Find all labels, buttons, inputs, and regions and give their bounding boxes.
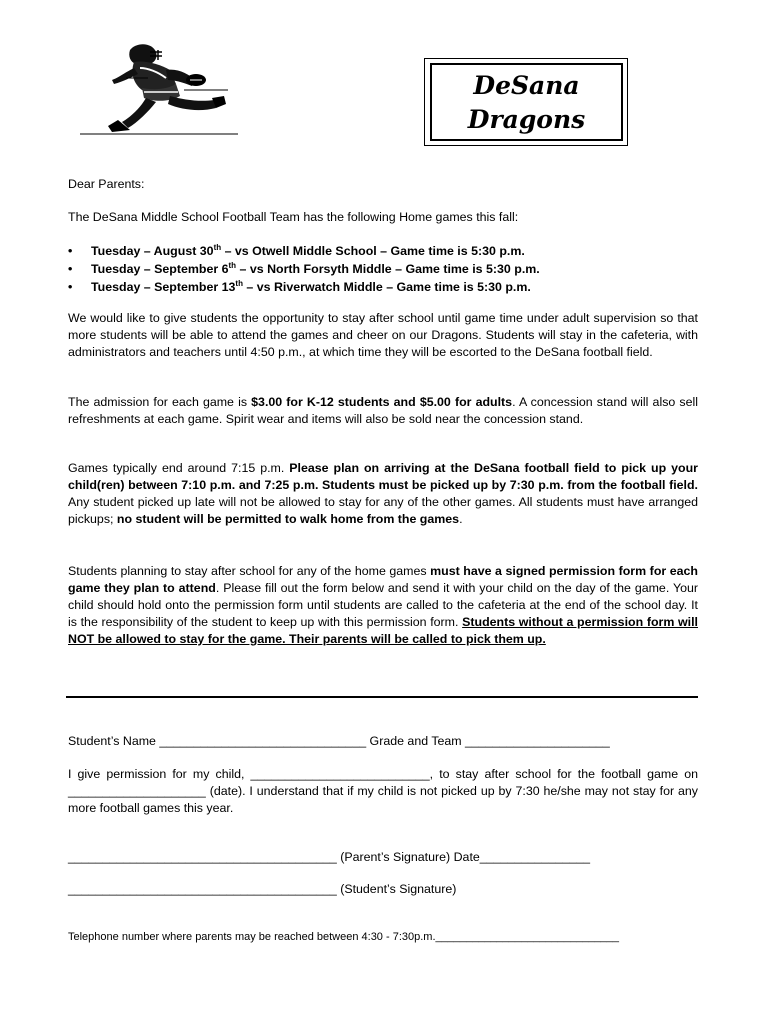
title-box [424, 58, 628, 146]
game-details: – vs North Forsyth Middle – Game time is 5:30 p.m. [236, 262, 540, 276]
football-player-logo [78, 40, 240, 140]
late-pickup-text: Any student picked up late will not be allowed to stay for any of the other games. All students must have arranged pickups; [68, 495, 698, 526]
period: . [459, 512, 463, 526]
pickup-paragraph [68, 460, 698, 528]
permission-instructions: . Please fill out the form below and send it with your child on the day of the game. Your child should hold onto the permission form until students are called to the cafeteria at the end of the school day. It is the responsibility of the student to keep up with this permission form. [68, 581, 698, 629]
list-item [68, 242, 668, 260]
bullet-icon: • [68, 262, 73, 276]
list-item [68, 260, 668, 278]
student-name-field[interactable]: Student’s Name ______________________________ Grade and Team _____________________ [68, 734, 610, 748]
game-details: – vs Otwell Middle School – Game time is 5:30 p.m. [221, 244, 525, 258]
ordinal-suffix: th [235, 278, 243, 288]
bullet-icon: • [68, 244, 73, 258]
permission-requirement: must have a signed permission form for each game they plan to attend [68, 564, 698, 595]
bullet-icon: • [68, 280, 73, 294]
ordinal-suffix: th [228, 260, 237, 270]
intro-text: The DeSana Middle School Football Team has the following Home games this fall: [68, 210, 519, 224]
admission-price: $3.00 for K-12 students and $5.00 for adults [251, 395, 513, 409]
permission-intro: Students planning to stay after school for any of the home games [68, 564, 431, 578]
admission-paragraph [68, 394, 698, 428]
concession-text: . A concession stand will also sell refreshments at each game. Spirit wear and items will also be sold near the concession stand. [68, 395, 699, 426]
game-date: Tuesday – August 30 [91, 244, 214, 258]
title-box-inner-border [430, 63, 623, 141]
no-form-warning: Students without a permission form will NOT be allowed to stay for the game. Their parents will be called to pick them up. [68, 615, 698, 646]
admission-text: The admission for each game is [68, 395, 252, 409]
game-date: Tuesday – September 13 [91, 280, 236, 294]
list-item [68, 278, 668, 296]
supervision-paragraph: We would like to give students the opportunity to stay after school until game time under adult supervision so that more students will be able to attend the games and cheer on our Dragons. Students will stay in the cafeteria, with administrators and teachers until 4:50 p.m., at which time they will be escorted to the DeSana football field. [68, 311, 698, 359]
parent-signature-field[interactable]: _______________________________________ (Parent’s Signature) Date________________ [68, 850, 591, 864]
no-walk-home-text: no student will be permitted to walk home from the games [116, 512, 460, 526]
team-title-line1: DeSana [473, 71, 580, 100]
pickup-instructions: Please plan on arriving at the DeSana football field to pick up your child(ren) between 7:10 p.m. and 7:25 p.m. Students must be picked up by 7:30 p.m. from the football field. [68, 461, 698, 492]
game-date: Tuesday – September 6 [91, 262, 229, 276]
ordinal-suffix: th [213, 242, 222, 252]
game-details: – vs Riverwatch Middle – Game time is 5:30 p.m. [242, 280, 531, 294]
permission-paragraph [68, 563, 698, 648]
form-divider [66, 696, 698, 698]
permission-statement[interactable]: I give permission for my child, __________________________, to stay after school for the football game on ____________________ (date). I understand that if my child is not picked up by 7:30 he/she may not stay for any more football games this year. [68, 767, 698, 815]
student-signature-field[interactable]: _______________________________________ (Student’s Signature) [68, 882, 457, 896]
telephone-field[interactable]: Telephone number where parents may be reached between 4:30 - 7:30p.m.______________________________ [68, 931, 620, 943]
team-title [432, 69, 621, 137]
team-title-line2: Dragons [467, 105, 586, 134]
games-list [68, 242, 668, 296]
greeting: Dear Parents: [68, 177, 145, 191]
game-end-text: Games typically end around 7:15 p.m. [68, 461, 290, 475]
